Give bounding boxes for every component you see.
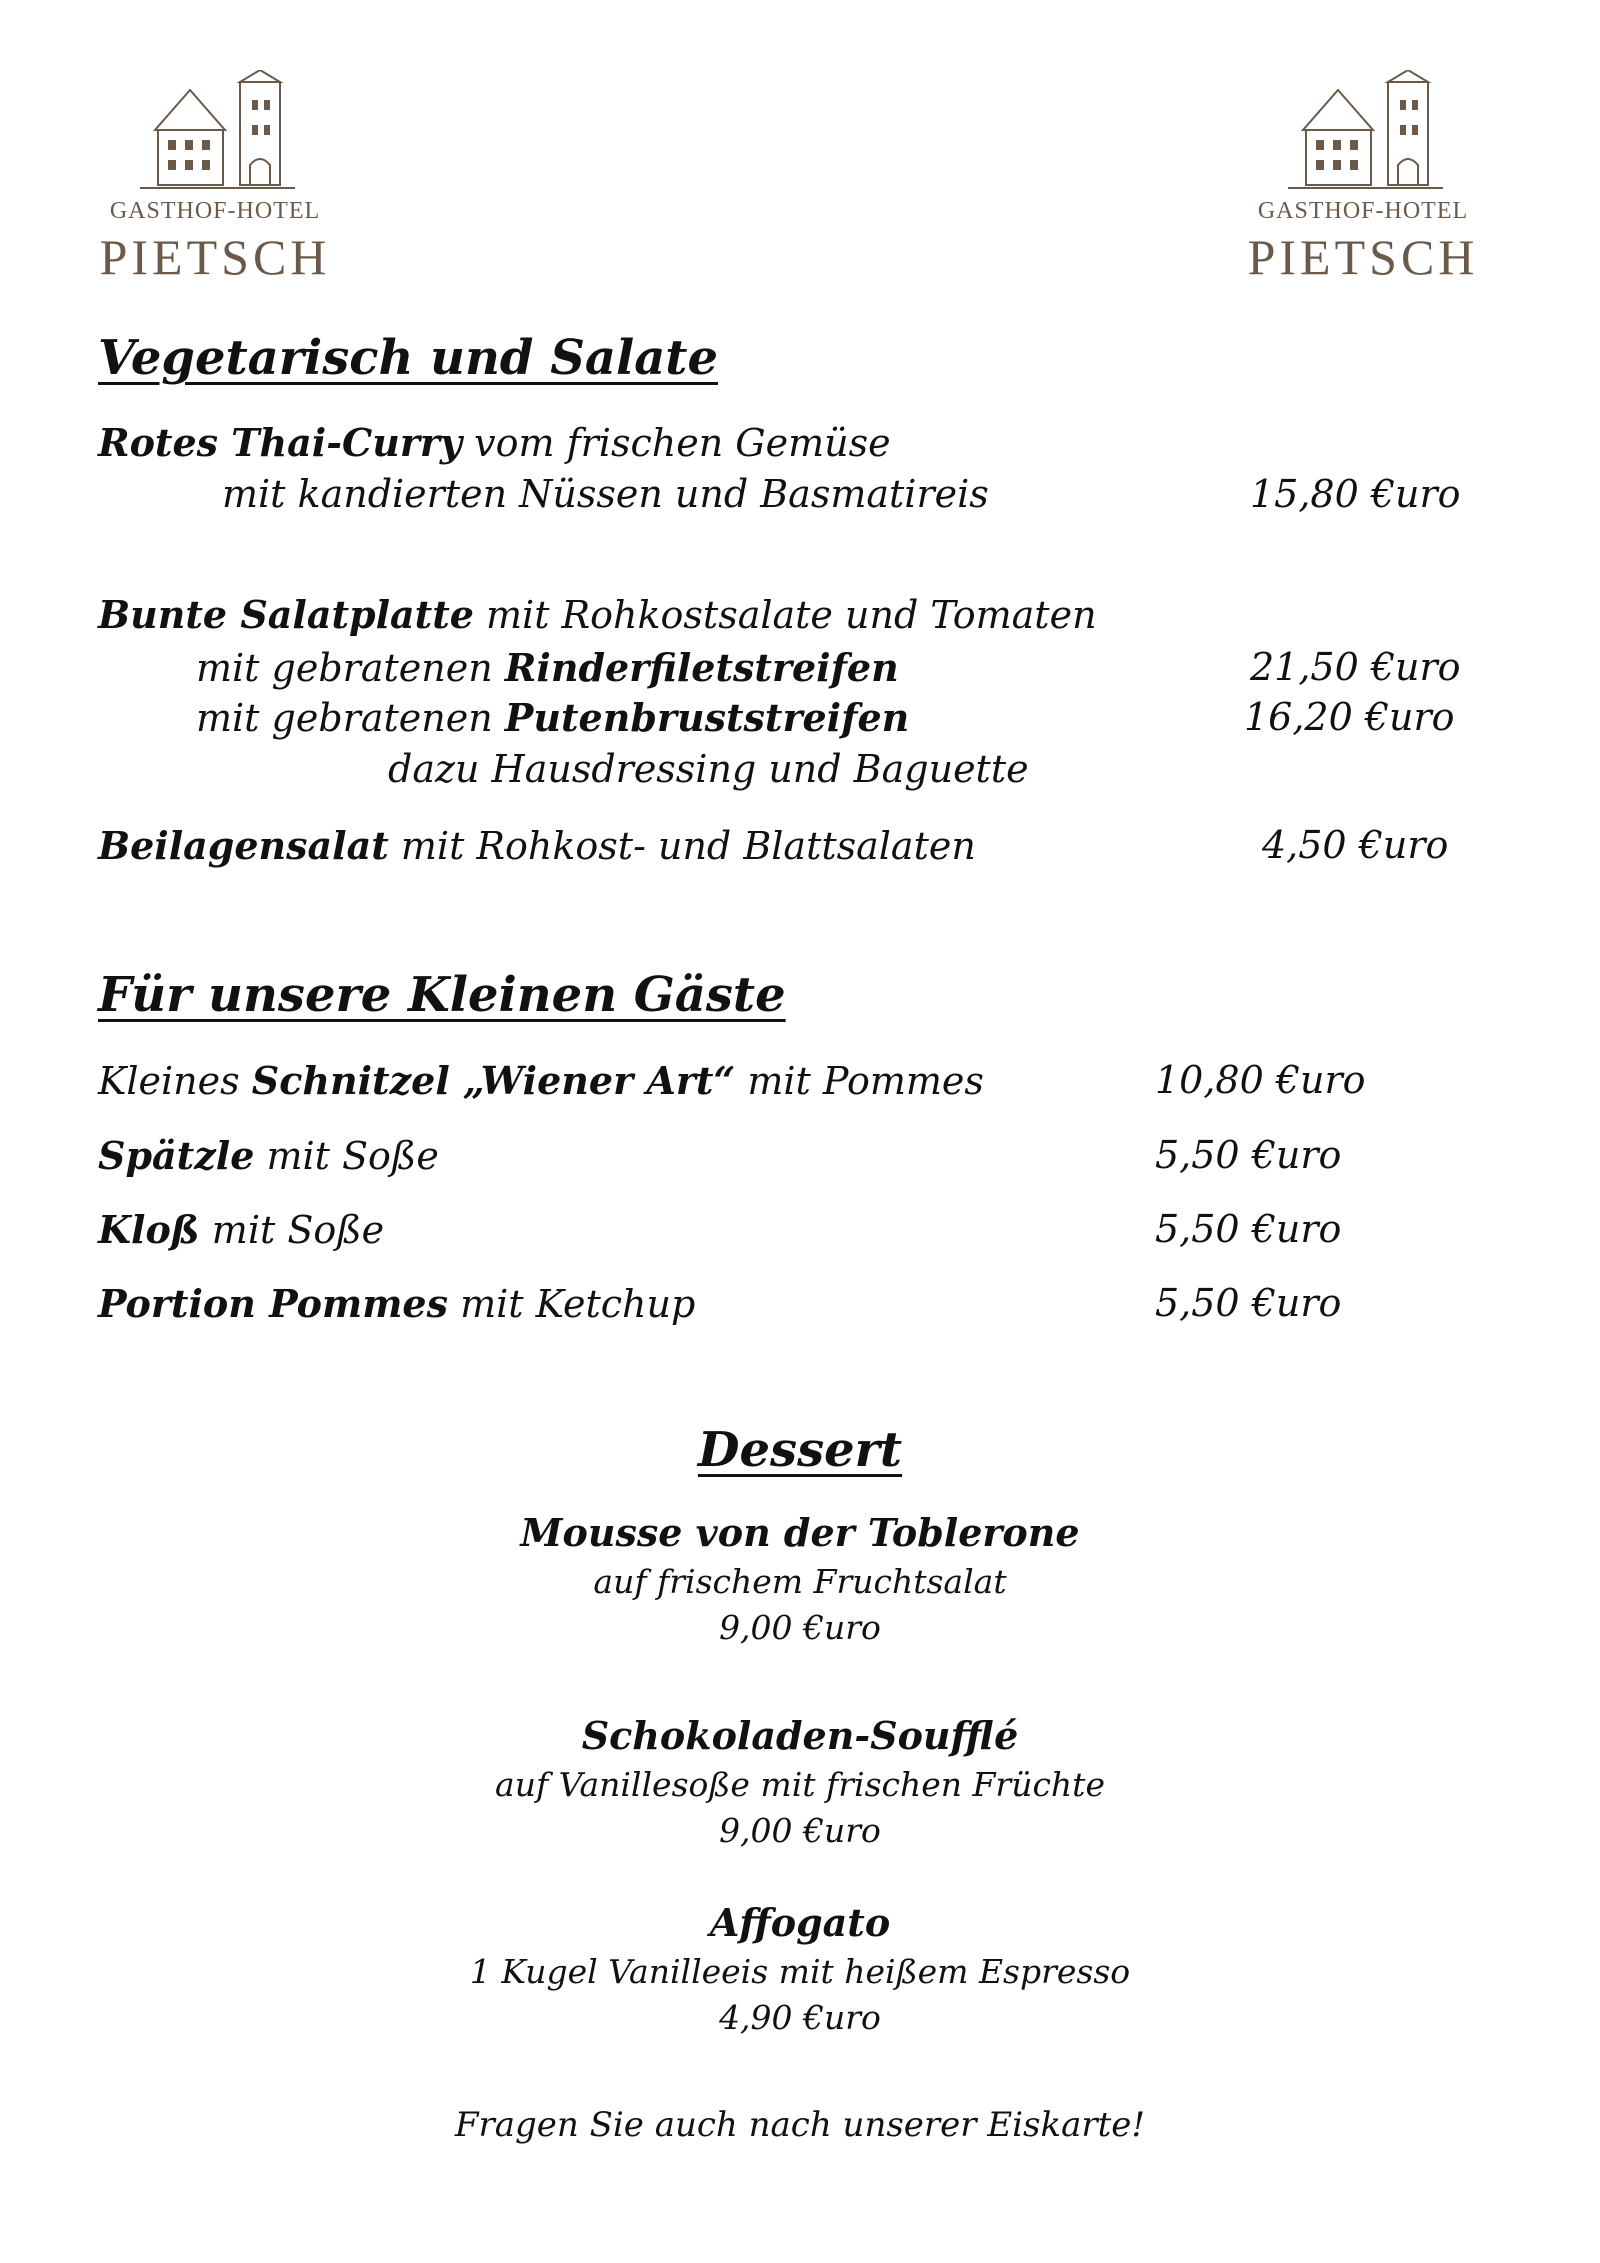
menu-item-thai-curry [98, 420, 891, 465]
price: 9,00 €uro [719, 1608, 881, 1647]
price: 5,50 €uro [1155, 1207, 1342, 1251]
price: 5,50 €uro [1155, 1281, 1342, 1325]
dish-name: Portion Pommes [98, 1281, 448, 1326]
logo-line-1: GASTHOF-HOTEL [1257, 198, 1469, 224]
dessert-name: Affogato [709, 1900, 891, 1945]
logo-line-2: PIETSCH [1247, 229, 1479, 285]
dish-desc: mit Soße [211, 1208, 385, 1252]
section-title-vegetarian: Vegetarisch und Salate [98, 330, 719, 386]
dish-desc: mit Rohkost- und Blattsalaten [400, 824, 976, 868]
price: 4,50 €uro [1262, 823, 1449, 867]
price: 15,80 €uro [1250, 472, 1461, 516]
hotel-logo-left [80, 70, 350, 300]
logo-line-1: GASTHOF-HOTEL [109, 198, 321, 224]
dish-name: Beilagensalat [98, 823, 389, 868]
option-prefix: mit gebratenen [196, 646, 493, 690]
dessert-desc: auf frischem Fruchtsalat [593, 1562, 1007, 1601]
dish-desc: mit Pommes [747, 1059, 984, 1103]
dish-name: Spätzle [98, 1133, 255, 1178]
dessert-name: Schokoladen-Soufflé [581, 1713, 1019, 1758]
price: 9,00 €uro [719, 1811, 881, 1850]
price: 4,90 €uro [719, 1998, 881, 2037]
salad-option-beef [196, 645, 899, 690]
dish-name: Schnitzel „Wiener Art“ [251, 1058, 736, 1103]
dessert-name: Mousse von der Toblerone [520, 1510, 1080, 1555]
dish-desc-line: mit kandierten Nüssen und Basmatireis [222, 472, 989, 516]
logo-line-2: PIETSCH [99, 229, 331, 285]
price: 21,50 €uro [1250, 645, 1461, 689]
dessert-desc: 1 Kugel Vanilleeis mit heißem Espresso [469, 1952, 1131, 1991]
salad-option-turkey [196, 695, 909, 740]
hotel-logo-right [1228, 70, 1498, 300]
kids-menu-item [98, 1133, 439, 1178]
kids-menu-item [98, 1207, 384, 1252]
dessert-desc: auf Vanillesoße mit frischen Früchte [495, 1765, 1105, 1804]
kids-menu-item [98, 1058, 984, 1103]
price: 16,20 €uro [1244, 695, 1455, 739]
menu-item-side-salad [98, 823, 976, 868]
section-title-kids: Für unsere Kleinen Gäste [98, 967, 786, 1023]
dish-desc: mit Rohkostsalate und Tomaten [486, 593, 1097, 637]
dish-desc: mit Soße [266, 1134, 439, 1178]
price: 5,50 €uro [1155, 1133, 1342, 1177]
option-prefix: mit gebratenen [196, 696, 493, 740]
dish-name: Kloß [98, 1207, 200, 1252]
dish-prefix: Kleines [98, 1059, 240, 1103]
dish-name: Bunte Salatplatte [98, 592, 474, 637]
dish-desc: vom frischen Gemüse [474, 421, 891, 465]
option-name: Rinderfiletstreifen [504, 645, 899, 690]
price: 10,80 €uro [1155, 1058, 1366, 1102]
menu-item-salad-platter [98, 592, 1097, 637]
dish-desc-line: dazu Hausdressing und Baguette [388, 747, 1029, 791]
dish-name: Rotes Thai-Curry [98, 420, 463, 465]
hotel-building-icon [80, 70, 350, 195]
hotel-building-icon [1228, 70, 1498, 195]
kids-menu-item [98, 1281, 695, 1326]
footer-note: Fragen Sie auch nach unserer Eiskarte! [454, 2105, 1146, 2145]
dish-desc: mit Ketchup [460, 1282, 696, 1326]
option-name: Putenbruststreifen [504, 695, 910, 740]
section-title-dessert: Dessert [697, 1422, 903, 1478]
